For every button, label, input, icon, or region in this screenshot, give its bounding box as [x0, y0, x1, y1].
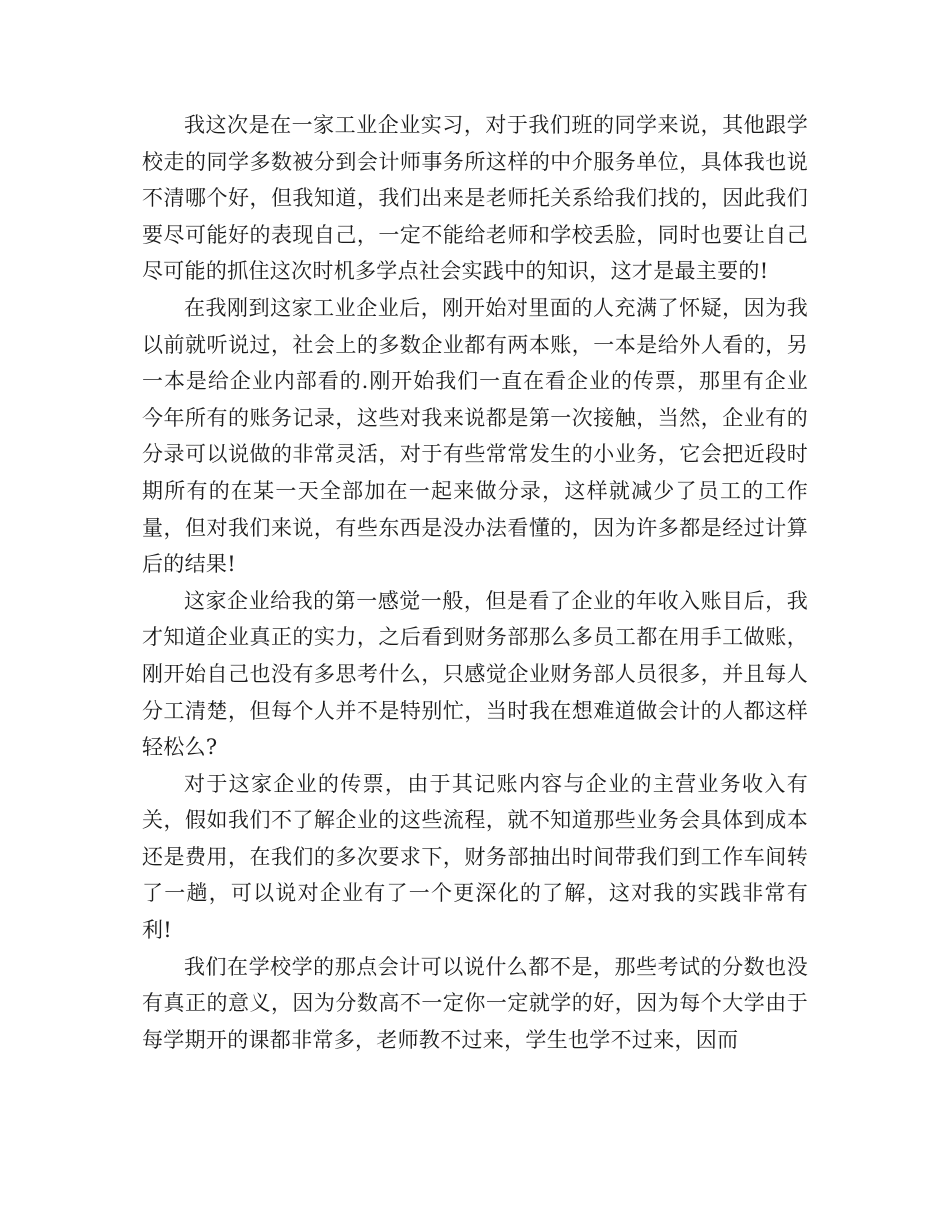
- document-body: [142, 107, 808, 1058]
- paragraph-2: 在我刚到这家工业企业后，刚开始对里面的人充满了怀疑，因为我以前就听说过，社会上的多数企业都有两本账，一本是给外人看的，另一本是给企业内部看的.刚开始我们一直在看企业的传票，那里有企业今年所有的账务记录，这些对我来说都是第一次接触，当然，企业有的分录可以说做的非常灵活，对于有些常常发生的小业务，它会把近段时期所有的在某一天全部加在一起来做分录，这样就减少了员工的工作量，但对我们来说，有些东西是没办法看懂的，因为许多都是经过计算后的结果!: [142, 295, 808, 577]
- paragraph-4: 对于这家企业的传票，由于其记账内容与企业的主营业务收入有关，假如我们不了解企业的这些流程，就不知道那些业务会具体到成本还是费用，在我们的多次要求下，财务部抽出时间带我们到工作车间转了一趟，可以说对企业有了一个更深化的了解，这对我的实践非常有利!: [142, 771, 808, 943]
- paragraph-5: 我们在学校学的那点会计可以说什么都不是，那些考试的分数也没有真正的意义，因为分数高不一定你一定就学的好，因为每个大学由于每学期开的课都非常多，老师教不过来，学生也学不过来，因而: [142, 954, 808, 1052]
- paragraph-3: 这家企业给我的第一感觉一般，但是看了企业的年收入账目后，我才知道企业真正的实力，之后看到财务部那么多员工都在用手工做账，刚开始自己也没有多思考什么，只感觉企业财务部人员很多，并且每人分工清楚，但每个人并不是特别忙，当时我在想难道做会计的人都这样轻松么?: [142, 588, 808, 760]
- paragraph-1: 我这次是在一家工业企业实习，对于我们班的同学来说，其他跟学校走的同学多数被分到会计师事务所这样的中介服务单位，具体我也说不清哪个好，但我知道，我们出来是老师托关系给我们找的，因此我们要尽可能好的表现自己，一定不能给老师和学校丢脸，同时也要让自己尽可能的抓住这次时机多学点社会实践中的知识，这才是最主要的!: [142, 113, 808, 284]
